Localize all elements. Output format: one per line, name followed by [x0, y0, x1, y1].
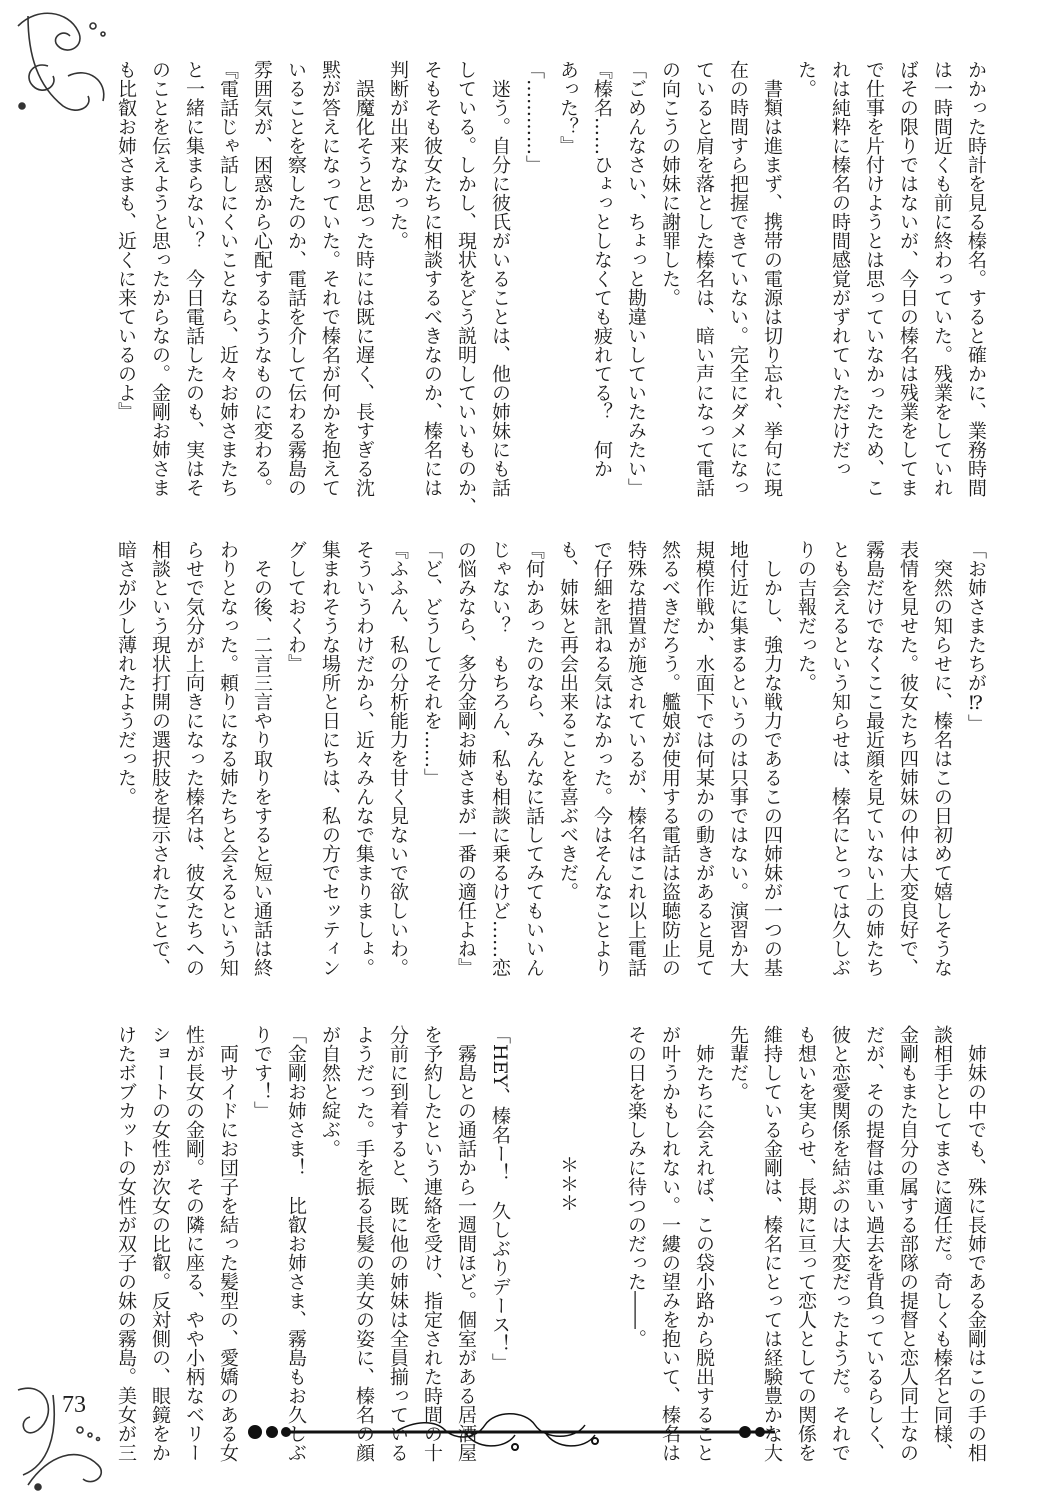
text-tier-top: [103, 60, 993, 516]
text-line: 姉たちに会えれば、この袋小路から脱出すること: [693, 1025, 715, 1462]
text-line: 「…………」: [523, 60, 545, 174]
text-tier-bottom: [103, 1025, 993, 1475]
text-line: その後、二言三言やり取りをすると短い通話は終: [251, 540, 273, 977]
text-line: 「HEY、榛名ー！ 久しぶりデース！」: [489, 1025, 511, 1372]
text-line: が自然と綻ぶ。: [319, 1025, 341, 1158]
text-line: ショートの女性が次女の比叡。反対側の、眼鏡をか: [149, 1025, 171, 1462]
text-line: そもそも彼女たちに相談するべきなのか、榛名には: [421, 60, 443, 497]
section-break: ＊＊＊: [557, 1155, 579, 1212]
text-line: 地付近に集まるというのは只事ではない。演習か大: [727, 540, 749, 977]
text-line: [585, 1025, 619, 1475]
text-line: 突然の知らせに、榛名はこの日初めて嬉しそうな: [931, 540, 953, 977]
text-line: 金剛もまた自分の属する部隊の提督と恋人同士なの: [897, 1025, 919, 1462]
text-line: 談相手としてまさに適任だ。奇しくも榛名と同様、: [931, 1025, 953, 1462]
text-line: あった？』: [557, 60, 579, 155]
text-line: 「お姉さまたちが⁉」: [965, 540, 987, 733]
text-line: で仔細を訊ねる気はなかった。今はそんなことより: [591, 540, 613, 977]
text-line: とも会えるという知らせは、榛名にとっては久しぶ: [829, 540, 851, 977]
text-line: も、姉妹と再会出来ることを喜ぶべきだ。: [557, 540, 579, 901]
text-line: けたボブカットの女性が双子の妹の霧島。美女が三: [115, 1025, 137, 1462]
text-line: れは純粋に榛名の時間感覚がずれていただけだっ: [829, 60, 851, 478]
text-line: りです！」: [251, 1025, 273, 1120]
text-line: その日を楽しみに待つのだった――。: [625, 1025, 647, 1348]
text-line: だが、その提督は重い過去を背負っているらしく、: [863, 1025, 885, 1462]
text-line: 「ごめんなさい、ちょっと勘違いしていたみたい」: [625, 60, 647, 497]
text-line: 『何かあったのなら、みんなに話してみてもいいん: [523, 540, 545, 977]
text-line: 『電話じゃ話しにくいことなら、近々お姉さまたち: [217, 60, 239, 497]
text-line: 維持している金剛は、榛名にとっては経験豊かな大: [761, 1025, 783, 1462]
text-line: 「ど、どうしてそれを……」: [421, 540, 443, 787]
text-line: しかし、強力な戦力であるこの四姉妹が一つの基: [761, 540, 783, 977]
text-line: も想いを実らせ、長期に亘って恋人としての関係を: [795, 1025, 817, 1462]
text-line: している。しかし、現状をどう説明していいものか、: [455, 60, 477, 516]
text-line: そういうわけだから、近々みんなで集まりましょ。: [353, 540, 375, 977]
text-line: を予約したという連絡を受け、指定された時間の十: [421, 1025, 443, 1462]
text-line: 雰囲気が、困惑から心配するようなものに変わる。: [251, 60, 273, 497]
text-line: 黙が答えになっていた。それで榛名が何かを抱えて: [319, 60, 341, 497]
text-line: で仕事を片付けようとは思っていなかったため、こ: [863, 60, 885, 497]
text-line: 誤魔化そうと思った時には既に遅く、長すぎる沈: [353, 60, 375, 497]
text-line: [517, 1025, 551, 1475]
text-line: ていると肩を落とした榛名は、暗い声になって電話: [693, 60, 715, 497]
text-line: いることを察したのか、電話を介して伝わる霧島の: [285, 60, 307, 497]
text-line: らせで気分が上向きになった榛名は、彼女たちへの: [183, 540, 205, 977]
text-line: 彼と恋愛関係を結ぶのは大変だったようだ。それで: [829, 1025, 851, 1462]
text-line: 判断が出来なかった。: [387, 60, 409, 250]
text-line: 先輩だ。: [727, 1025, 749, 1101]
text-line: が叶うかもしれない。一縷の望みを抱いて、榛名は: [659, 1025, 681, 1462]
text-line: 暗さが少し薄れたようだった。: [115, 540, 137, 806]
text-line: 相談という現状打開の選択肢を提示されたことで、: [149, 540, 171, 977]
text-line: 迷う。自分に彼氏がいることは、他の姉妹にも話: [489, 60, 511, 497]
text-line: ようだった。手を振る長髪の美女の姿に、榛名の顔: [353, 1025, 375, 1462]
text-line: 霧島だけでなくここ最近顔を見ていない上の姉たち: [863, 540, 885, 977]
text-line: 表情を見せた。彼女たち四姉妹の仲は大変良好で、: [897, 540, 919, 977]
text-line: の向こうの姉妹に謝罪した。: [659, 60, 681, 307]
text-line: 然るべきだろう。艦娘が使用する電話は盗聴防止の: [659, 540, 681, 977]
text-line: 「金剛お姉さま！ 比叡お姉さま、霧島もお久しぶ: [285, 1025, 307, 1462]
text-line: のことを伝えようと思ったからなの。金剛お姉さま: [149, 60, 171, 497]
text-line: じゃない？ もちろん、私も相談に乗るけど……恋: [489, 540, 511, 977]
text-line: 在の時間すら把握できていない。完全にダメになっ: [727, 60, 749, 497]
text-line: 分前に到着すると、既に他の姉妹は全員揃っている: [387, 1025, 409, 1462]
text-line: も比叡お姉さまも、近くに来ているのよ』: [115, 60, 137, 421]
text-line: 両サイドにお団子を結った髪型の、愛嬌のある女: [217, 1025, 239, 1462]
text-line: の悩みなら、多分金剛お姉さまが一番の適任よね』: [455, 540, 477, 977]
corner-flourish-top-left: [8, 6, 118, 121]
text-line: りの吉報だった。: [795, 540, 817, 692]
text-line: 『榛名……ひょっとしなくても疲れてる？ 何か: [591, 60, 613, 478]
text-line: 『ふふん、私の分析能力を甘く見ないで欲しいわ。: [387, 540, 409, 977]
text-line: は一時間近くも前に終わっていた。残業をしていれ: [931, 60, 953, 497]
text-line: ばその限りではないが、今日の榛名は残業をしてま: [897, 60, 919, 497]
text-line: わりとなった。頼りになる姉たちと会えるという知: [217, 540, 239, 977]
text-line: と一緒に集まらない？ 今日電話したのも、実はそ: [183, 60, 205, 497]
page-number: 73: [62, 1392, 86, 1418]
text-line: 性が長女の金剛。その隣に座る、やや小柄なベリー: [183, 1025, 205, 1462]
text-line: 姉妹の中でも、殊に長姉である金剛はこの手の相: [965, 1025, 987, 1462]
text-line: た。: [795, 60, 817, 98]
text-line: 特殊な措置が施されているが、榛名はこれ以上電話: [625, 540, 647, 977]
text-line: 規模作戦か、水面下では何某かの動きがあると見て: [693, 540, 715, 977]
text-line: 集まれそうな場所と日にちは、私の方でセッティン: [319, 540, 341, 977]
text-line: かかった時計を見る榛名。すると確かに、業務時間: [965, 60, 987, 497]
text-line: 書類は進まず、携帯の電源は切り忘れ、挙句に現: [761, 60, 783, 497]
text-tier-middle: [103, 540, 993, 990]
text-line: グしておくわ』: [285, 540, 307, 673]
text-line: 霧島との通話から一週間ほど。個室がある居酒屋: [455, 1025, 477, 1462]
